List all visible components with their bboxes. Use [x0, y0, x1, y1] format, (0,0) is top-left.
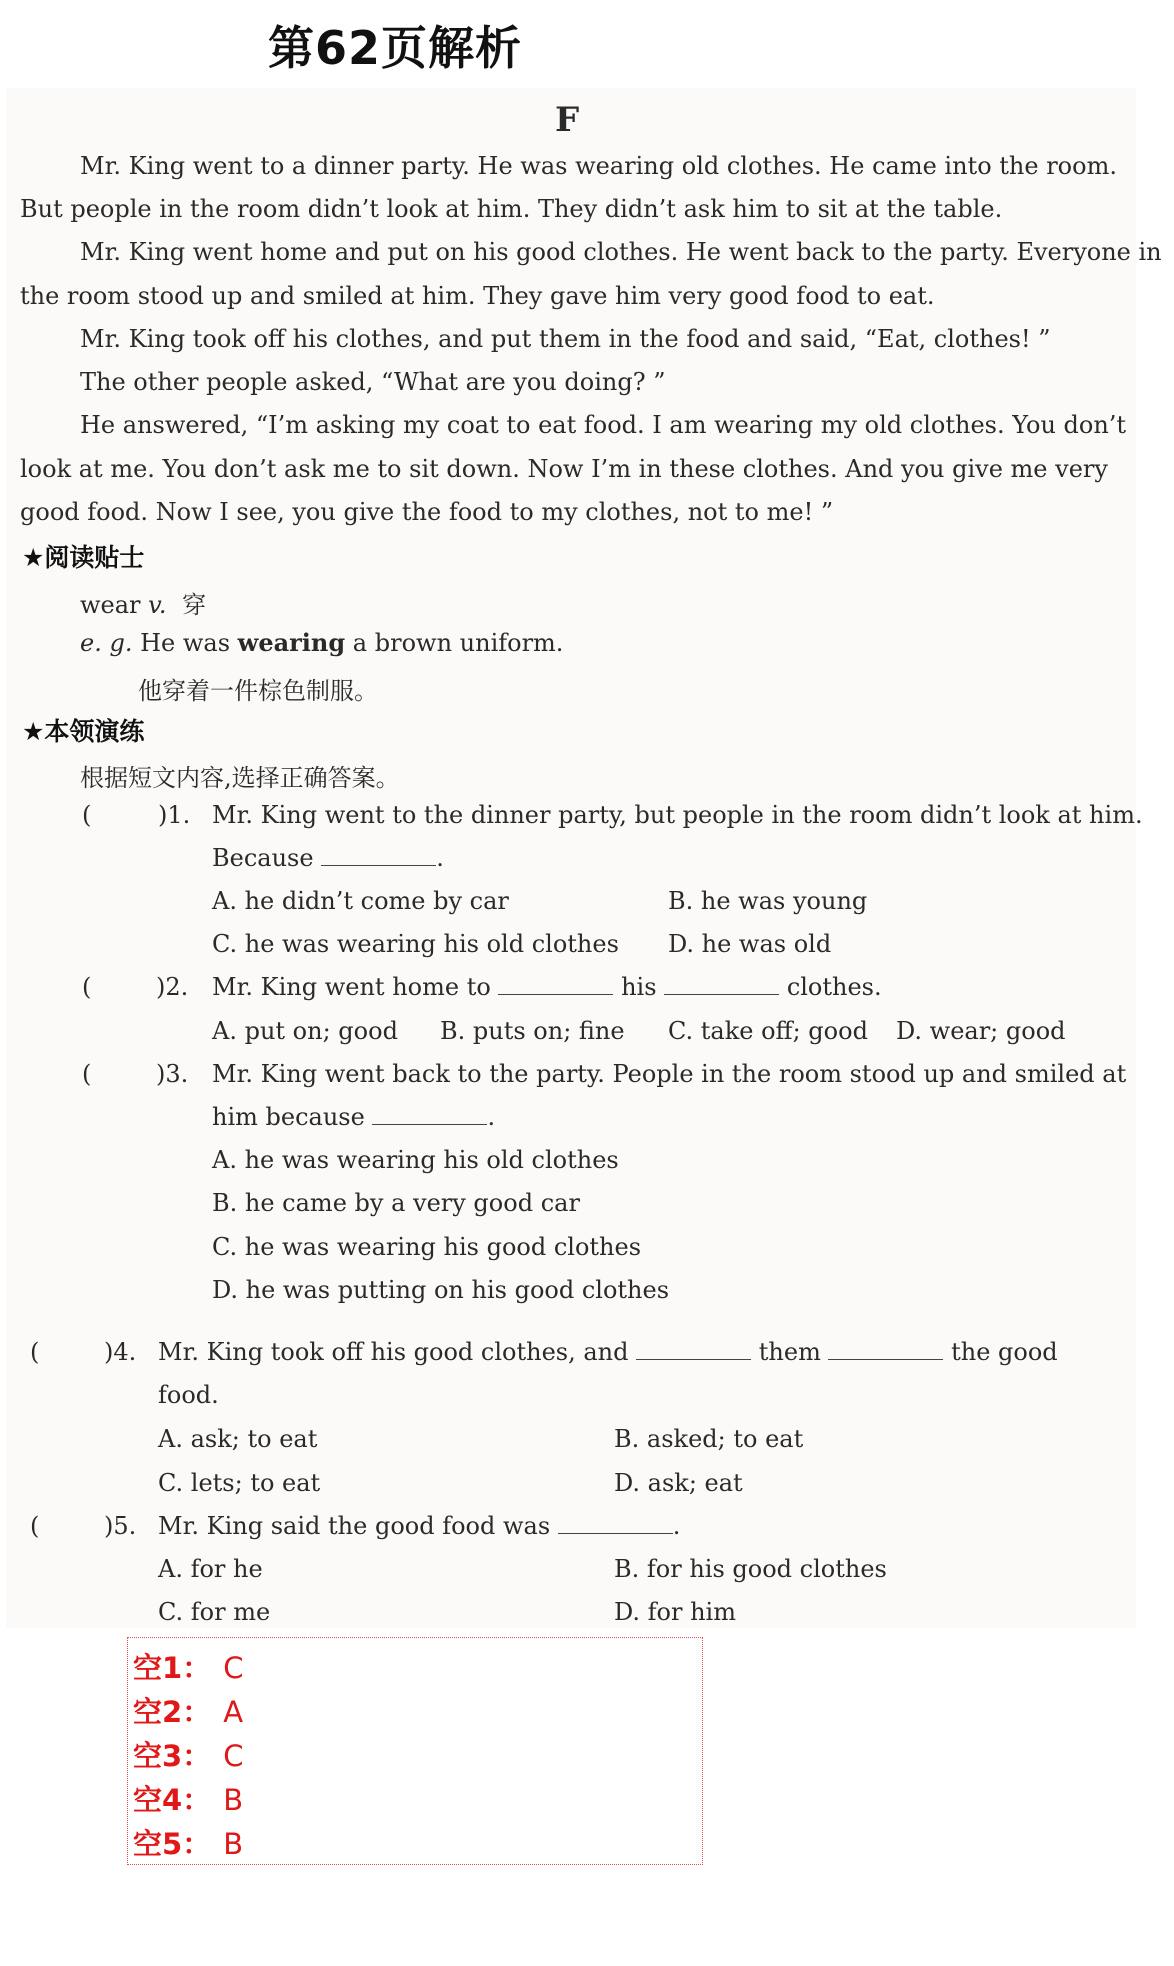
question-text: [212, 844, 444, 872]
answer-label: 空4：: [133, 1783, 212, 1817]
answer-paren: (: [82, 801, 92, 829]
question-number: )1.: [158, 801, 191, 829]
answer-blank: [828, 1339, 943, 1360]
question-number: )2.: [156, 973, 189, 1001]
answer-paren: (: [82, 1060, 92, 1088]
answer-blank: [372, 1104, 487, 1125]
answer-blank: [636, 1339, 751, 1360]
option: D. ask; eat: [614, 1469, 743, 1497]
question-punct: .: [672, 1512, 681, 1540]
passage-line: He answered, “I’m asking my coat to eat food. I am wearing my old clothes. You don’t: [80, 411, 1127, 439]
option: A. he was wearing his old clothes: [212, 1146, 619, 1174]
passage-line: Mr. King went home and put on his good clothes. He went back to the party. Everyone in: [80, 238, 1162, 266]
passage-line: Mr. King went to a dinner party. He was wearing old clothes. He came into the room.: [80, 152, 1117, 180]
option: B. for his good clothes: [614, 1555, 887, 1583]
answer-value: B: [223, 1827, 244, 1861]
question-punct: .: [487, 1103, 496, 1131]
passage-line: The other people asked, “What are you doing? ”: [80, 368, 666, 396]
vocab-pos: v.: [148, 591, 167, 619]
question-text-part: Mr. King took off his good clothes, and: [158, 1338, 629, 1366]
question-text: food.: [158, 1381, 219, 1409]
question-text-part: the good: [951, 1338, 1058, 1366]
answer-paren: (: [30, 1512, 40, 1540]
option: A. put on; good: [212, 1017, 398, 1045]
example-label: e. g.: [80, 629, 133, 657]
answer-blank: [498, 974, 613, 995]
option: C. lets; to eat: [158, 1469, 321, 1497]
passage-heading: F: [555, 100, 580, 140]
answer-key-box: [127, 1637, 703, 1865]
question-text-part: him because: [212, 1103, 365, 1131]
question-text: [212, 1103, 495, 1131]
answer-item: [133, 1690, 243, 1731]
question-text-part: clothes.: [786, 973, 882, 1001]
question-number: )4.: [104, 1338, 137, 1366]
answer-value: A: [223, 1695, 244, 1729]
answer-value: C: [223, 1651, 244, 1685]
practice-header: ★本领演练: [22, 717, 145, 746]
answer-value: C: [223, 1739, 244, 1773]
answer-value: B: [223, 1783, 244, 1817]
answer-item: [133, 1778, 243, 1819]
question-text-part: Mr. King said the good food was: [158, 1512, 551, 1540]
question-text: [212, 973, 882, 1001]
answer-label: 空3：: [133, 1739, 212, 1773]
option: D. he was old: [668, 930, 832, 958]
example-text: He was: [140, 629, 231, 657]
answer-paren: (: [82, 973, 92, 1001]
answer-item: [133, 1646, 243, 1687]
question-text: [158, 1338, 1058, 1366]
vocab-entry: [80, 585, 206, 620]
answer-label: 空2：: [133, 1695, 212, 1729]
vocab-meaning: 穿: [182, 591, 207, 619]
vocab-word: wear: [80, 591, 141, 619]
passage-line: the room stood up and smiled at him. They gave him very good food to eat.: [20, 282, 935, 310]
option: B. he was young: [668, 887, 868, 915]
practice-instruction: 根据短文内容,选择正确答案。: [80, 764, 400, 792]
option: B. puts on; fine: [440, 1017, 625, 1045]
answer-label: 空1：: [133, 1651, 212, 1685]
option: C. he was wearing his good clothes: [212, 1233, 642, 1261]
answer-blank: [321, 845, 436, 866]
example-sentence: [80, 628, 563, 657]
option: D. for him: [614, 1598, 736, 1626]
answer-blank: [558, 1513, 673, 1534]
option: D. wear; good: [896, 1017, 1066, 1045]
question-text: Mr. King went back to the party. People in the room stood up and smiled at: [212, 1060, 1127, 1088]
option: A. ask; to eat: [158, 1425, 318, 1453]
answer-blank: [664, 974, 779, 995]
question-number: )3.: [156, 1060, 189, 1088]
question-text: [158, 1512, 680, 1540]
question-text-part: them: [758, 1338, 821, 1366]
page-title: 第62页解析: [268, 21, 523, 75]
question-number: )5.: [104, 1512, 137, 1540]
passage-line: But people in the room didn’t look at him. They didn’t ask him to sit at the table.: [20, 195, 1003, 223]
answer-item: [133, 1734, 243, 1775]
example-text: a brown uniform.: [352, 629, 564, 657]
answer-paren: (: [30, 1338, 40, 1366]
option: D. he was putting on his good clothes: [212, 1276, 670, 1304]
option: B. he came by a very good car: [212, 1189, 580, 1217]
answer-label: 空5：: [133, 1827, 212, 1861]
example-keyword: wearing: [237, 628, 346, 657]
question-punct: .: [436, 844, 444, 872]
passage-line: good food. Now I see, you give the food to my clothes, not to me! ”: [20, 498, 834, 526]
question-text: Mr. King went to the dinner party, but people in the room didn’t look at him.: [212, 801, 1143, 829]
option: C. take off; good: [668, 1017, 868, 1045]
tips-header: ★阅读贴士: [22, 543, 145, 572]
answer-item: [133, 1822, 243, 1863]
option: B. asked; to eat: [614, 1425, 804, 1453]
option: A. he didn’t come by car: [212, 887, 509, 915]
passage-line: look at me. You don’t ask me to sit down. Now I’m in these clothes. And you give me very: [20, 455, 1108, 483]
option: A. for he: [158, 1555, 263, 1583]
question-text-part: his: [621, 973, 657, 1001]
example-translation: 他穿着一件棕色制服。: [138, 677, 378, 705]
option: C. for me: [158, 1598, 271, 1626]
question-text-part: Mr. King went home to: [212, 973, 491, 1001]
passage-line: Mr. King took off his clothes, and put them in the food and said, “Eat, clothes! ”: [80, 325, 1051, 353]
option: C. he was wearing his old clothes: [212, 930, 619, 958]
question-text-part: Because: [212, 844, 314, 872]
